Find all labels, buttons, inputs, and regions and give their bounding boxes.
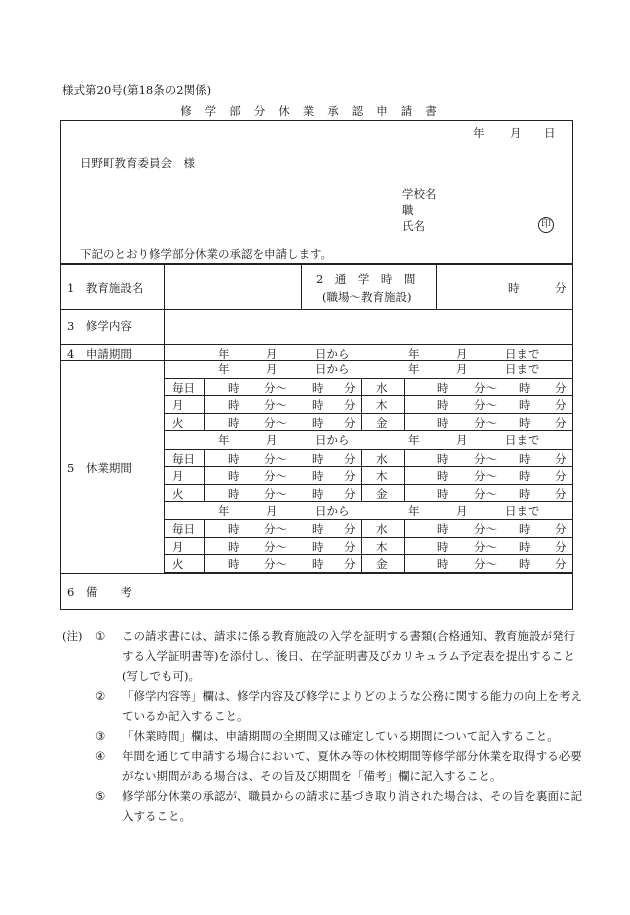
form-title: 修学部分休業承認申請書 [180, 104, 450, 118]
notes [62, 626, 582, 826]
hour-unit: 時 [437, 539, 449, 554]
hour-unit: 時 [228, 522, 240, 537]
minute-from-unit: 分～ [474, 469, 497, 484]
leave-period-unit: 年 [218, 362, 230, 376]
leave-label: 5 休業期間 [67, 461, 132, 475]
period-to: 日まで [505, 347, 540, 361]
hour-unit: 時 [228, 557, 240, 572]
leave-period-unit: 月 [456, 433, 468, 447]
hour-unit: 時 [519, 539, 531, 554]
minute-from-unit: 分～ [264, 451, 287, 466]
hour-unit: 時 [437, 522, 449, 537]
row-line [164, 449, 573, 450]
commute-sublabel: (職場～教育施設) [322, 290, 412, 304]
leave-period-unit: 月 [266, 433, 278, 447]
hour-unit: 時 [437, 557, 449, 572]
minute-unit: 分 [344, 398, 356, 413]
hour-unit: 時 [519, 451, 531, 466]
leave-period-unit: 日から [315, 433, 350, 447]
row-line [164, 519, 573, 520]
hour-unit: 時 [312, 415, 324, 430]
minute-unit: 分 [344, 557, 356, 572]
leave-period-unit: 月 [456, 503, 468, 518]
period-month-2: 月 [456, 347, 468, 361]
col-line [204, 378, 205, 431]
weekday-label: 月 [172, 398, 184, 413]
hour-unit: 時 [437, 451, 449, 466]
minute-unit: 分 [555, 398, 567, 413]
minute-from-unit: 分～ [264, 415, 287, 430]
hour-unit: 時 [312, 451, 324, 466]
row-line [164, 572, 573, 573]
form-number: 様式第20号(第18条の2関係) [62, 83, 212, 97]
weekday-label: 木 [376, 539, 388, 554]
leave-period-unit: 月 [266, 503, 278, 518]
weekday-label: 毎日 [172, 522, 195, 537]
weekday-label: 金 [376, 557, 388, 572]
note-item: ② 「修学内容等」欄は、修学内容及び修学によりどのような公務に関する能力の向上を考えているか記入すること。 [95, 689, 582, 723]
hour-unit: 時 [519, 486, 531, 501]
minute-from-unit: 分～ [264, 398, 287, 413]
minute-from-unit: 分～ [474, 451, 497, 466]
date-day: 日 [544, 126, 556, 140]
hour-unit: 時 [437, 398, 449, 413]
col-line [204, 449, 205, 502]
minute-unit: 分 [344, 415, 356, 430]
note-item: ③ 「休業時間」欄は、申請期間の全期間又は確定している期間について記入すること。 [95, 729, 559, 743]
leave-period-unit: 日まで [505, 503, 540, 518]
minute-unit: 分 [344, 469, 356, 484]
col-line [361, 449, 362, 502]
facility-label: 1 教育施設名 [67, 281, 144, 295]
col-line [404, 449, 405, 502]
col-line [204, 519, 205, 572]
name-label: 氏名 [402, 219, 425, 233]
note-item: ① この請求書には、請求に係る教育施設の入学を証明する書類(合格通知、教育施設が発行する入学証明書等)を添付し、後日、在学証明書及びカリキュラム予定表を提出すること(写しでも可)。 [95, 629, 575, 683]
hour-unit: 時 [312, 557, 324, 572]
minute-unit: 分 [344, 522, 356, 537]
leave-period-unit: 年 [408, 362, 420, 376]
minute-from-unit: 分～ [264, 522, 287, 537]
minute-unit: 分 [555, 469, 567, 484]
minute-from-unit: 分～ [264, 557, 287, 572]
hour-unit: 時 [437, 380, 449, 395]
minute-unit: 分 [555, 380, 567, 395]
col-line [404, 519, 405, 572]
hour-unit: 時 [437, 486, 449, 501]
commute-minute-unit: 分 [555, 281, 567, 295]
row-line [164, 395, 573, 396]
minute-unit: 分 [555, 557, 567, 572]
hour-unit: 時 [519, 469, 531, 484]
hour-unit: 時 [519, 522, 531, 537]
minute-from-unit: 分～ [474, 557, 497, 572]
hour-unit: 時 [312, 398, 324, 413]
weekday-label: 金 [376, 415, 388, 430]
hour-unit: 時 [437, 415, 449, 430]
date-month: 月 [510, 126, 522, 140]
minute-from-unit: 分～ [264, 469, 287, 484]
minute-unit: 分 [555, 486, 567, 501]
addressee: 日野町教育委員会 様 [80, 156, 195, 170]
minute-from-unit: 分～ [474, 539, 497, 554]
content-label: 3 修学内容 [67, 319, 132, 333]
row-line [164, 413, 573, 414]
hour-unit: 時 [228, 398, 240, 413]
note-item: ⑤ 修学部分休業の承認が、職員からの請求に基づき取り消された場合は、その旨を裏面に記入すること。 [95, 789, 582, 823]
hour-unit: 時 [312, 522, 324, 537]
hour-unit: 時 [312, 380, 324, 395]
leave-period-unit: 月 [266, 362, 278, 376]
hour-unit: 時 [519, 557, 531, 572]
weekday-label: 水 [376, 522, 388, 537]
header-box [60, 120, 573, 264]
weekday-label: 木 [376, 469, 388, 484]
row-line [164, 537, 573, 538]
weekday-label: 毎日 [172, 451, 195, 466]
minute-from-unit: 分～ [474, 415, 497, 430]
remarks-label: 6 備 考 [67, 585, 132, 599]
minute-from-unit: 分～ [474, 398, 497, 413]
col-line [361, 378, 362, 431]
row-line [164, 484, 573, 485]
minute-unit: 分 [344, 380, 356, 395]
hour-unit: 時 [228, 486, 240, 501]
leave-period-unit: 年 [218, 503, 230, 518]
seal-mark: 印 [538, 217, 554, 233]
row-line [164, 466, 573, 467]
row-line [164, 378, 573, 379]
hour-unit: 時 [519, 380, 531, 395]
minute-unit: 分 [344, 539, 356, 554]
period-year-1: 年 [218, 347, 230, 361]
leave-period-unit: 日から [315, 503, 350, 518]
hour-unit: 時 [519, 415, 531, 430]
position-label: 職 [402, 203, 414, 217]
col-line [404, 378, 405, 431]
weekday-label: 火 [172, 415, 184, 430]
minute-from-unit: 分～ [264, 486, 287, 501]
weekday-label: 月 [172, 539, 184, 554]
hour-unit: 時 [312, 486, 324, 501]
weekday-label: 木 [376, 398, 388, 413]
date-year: 年 [473, 126, 485, 140]
period-from: 日から [315, 347, 350, 361]
request-sentence: 下記のとおり修学部分休業の承認を申請します。 [80, 247, 333, 261]
hour-unit: 時 [519, 398, 531, 413]
hour-unit: 時 [228, 415, 240, 430]
minute-from-unit: 分～ [264, 539, 287, 554]
hour-unit: 時 [228, 380, 240, 395]
hour-unit: 時 [228, 451, 240, 466]
period-label: 4 申請期間 [67, 347, 132, 361]
minute-unit: 分 [555, 451, 567, 466]
leave-period-unit: 年 [408, 503, 420, 518]
leave-period-unit: 月 [456, 362, 468, 376]
weekday-label: 金 [376, 486, 388, 501]
minute-unit: 分 [344, 451, 356, 466]
hour-unit: 時 [312, 469, 324, 484]
weekday-label: 毎日 [172, 380, 195, 395]
period-month-1: 月 [266, 347, 278, 361]
weekday-label: 火 [172, 557, 184, 572]
hour-unit: 時 [228, 469, 240, 484]
leave-period-unit: 年 [408, 433, 420, 447]
notes-label: (注) [62, 629, 83, 643]
minute-unit: 分 [555, 522, 567, 537]
minute-from-unit: 分～ [474, 522, 497, 537]
school-label: 学校名 [402, 187, 437, 201]
leave-period-unit: 日まで [505, 433, 540, 447]
minute-unit: 分 [555, 539, 567, 554]
hour-unit: 時 [228, 539, 240, 554]
weekday-label: 月 [172, 469, 184, 484]
minute-from-unit: 分～ [264, 380, 287, 395]
commute-hour-unit: 時 [508, 281, 520, 295]
minute-unit: 分 [555, 415, 567, 430]
hour-unit: 時 [312, 539, 324, 554]
minute-from-unit: 分～ [474, 380, 497, 395]
minute-unit: 分 [344, 486, 356, 501]
leave-period-unit: 日から [315, 362, 350, 376]
period-year-2: 年 [408, 347, 420, 361]
weekday-label: 火 [172, 486, 184, 501]
leave-period-unit: 日まで [505, 362, 540, 376]
weekday-label: 水 [376, 451, 388, 466]
minute-from-unit: 分～ [474, 486, 497, 501]
leave-period-unit: 年 [218, 433, 230, 447]
note-item: ④ 年間を通じて申請する場合において、夏休み等の休校期間等修学部分休業を取得する必要がない期間がある場合は、その旨及び期間を「備考」欄に記入すること。 [95, 749, 582, 783]
hour-unit: 時 [437, 469, 449, 484]
row-line [164, 554, 573, 555]
weekday-label: 水 [376, 380, 388, 395]
col-line [361, 519, 362, 572]
commute-label: 2 通 学 時 間 [316, 272, 416, 286]
